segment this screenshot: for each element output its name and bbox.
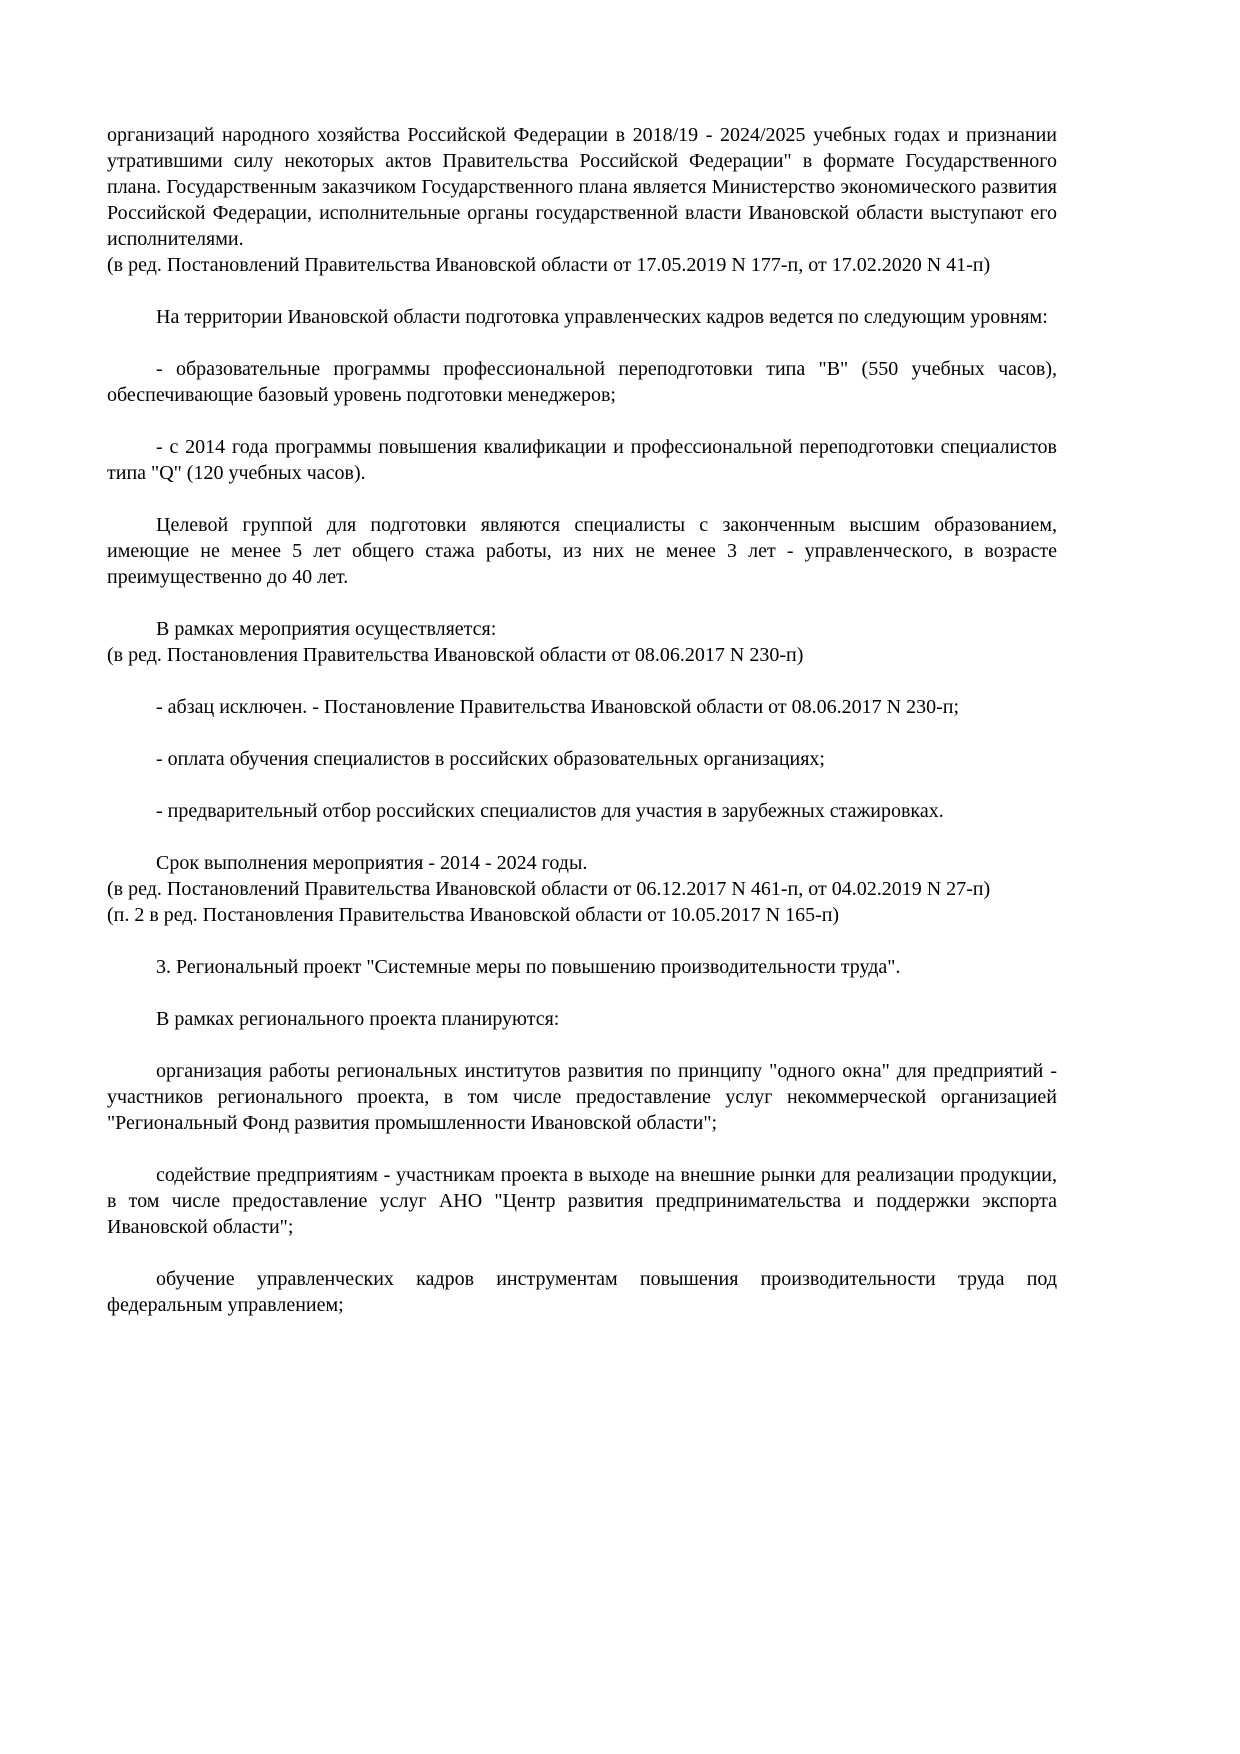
- body-paragraph: Срок выполнения мероприятия - 2014 - 2024 годы.: [156, 852, 588, 874]
- body-paragraph: обучение управленческих кадров инструментам повышения производительности труда под федеральным управлением;: [107, 1268, 1057, 1316]
- body-paragraph: В рамках мероприятия осуществляется:: [156, 618, 497, 640]
- edit-note-paragraph: (п. 2 в ред. Постановления Правительства Ивановской области от 10.05.2017 N 165-п): [107, 904, 840, 926]
- body-paragraph: - образовательные программы профессиональной переподготовки типа "B" (550 учебных часов), обеспечивающие базовый уровень подготовки менеджеров;: [107, 358, 1057, 406]
- body-paragraph: На территории Ивановской области подготовка управленческих кадров ведется по следующим уровням:: [156, 306, 1048, 328]
- body-paragraph: организаций народного хозяйства Российской Федерации в 2018/19 - 2024/2025 учебных годах и признании утратившими силу некоторых актов Правительства Российской Федерации" в формате Государственного плана. Государственным заказчиком Государственного плана является Министерство экономического развития Российской Федерации, исполнительные органы государственной власти Ивановской области выступают его исполнителями.: [107, 124, 1057, 250]
- body-paragraph: Целевой группой для подготовки являются специалисты с законченным высшим образованием, имеющие не менее 5 лет общего стажа работы, из них не менее 3 лет - управленческого, в возрасте преимущественно до 40 лет.: [107, 514, 1057, 588]
- edit-note-paragraph: (в ред. Постановлений Правительства Ивановской области от 06.12.2017 N 461-п, от 04.02.2019 N 27-п): [107, 878, 991, 900]
- body-paragraph: - с 2014 года программы повышения квалификации и профессиональной переподготовки специалистов типа "Q" (120 учебных часов).: [107, 436, 1057, 484]
- document-content: [107, 122, 1057, 1318]
- edit-note-paragraph: (в ред. Постановления Правительства Ивановской области от 08.06.2017 N 230-п): [107, 644, 804, 666]
- body-paragraph: - предварительный отбор российских специалистов для участия в зарубежных стажировках.: [156, 800, 944, 822]
- body-paragraph: В рамках регионального проекта планируются:: [156, 1008, 560, 1030]
- body-paragraph: - абзац исключен. - Постановление Правительства Ивановской области от 08.06.2017 N 230-п;: [156, 696, 960, 718]
- body-paragraph: организация работы региональных институтов развития по принципу "одного окна" для предприятий - участников регионального проекта, в том числе предоставление услуг некоммерческой организацией "Региональный Фонд развития промышленности Ивановской области";: [107, 1060, 1057, 1134]
- edit-note-paragraph: (в ред. Постановлений Правительства Ивановской области от 17.05.2019 N 177-п, от 17.02.2020 N 41-п): [107, 254, 991, 276]
- body-paragraph: 3. Региональный проект "Системные меры по повышению производительности труда".: [156, 956, 901, 978]
- body-paragraph: содействие предприятиям - участникам проекта в выходе на внешние рынки для реализации продукции, в том числе предоставление услуг АНО "Центр развития предпринимательства и поддержки экспорта Ивановской области";: [107, 1164, 1057, 1238]
- body-paragraph: - оплата обучения специалистов в российских образовательных организациях;: [156, 748, 825, 770]
